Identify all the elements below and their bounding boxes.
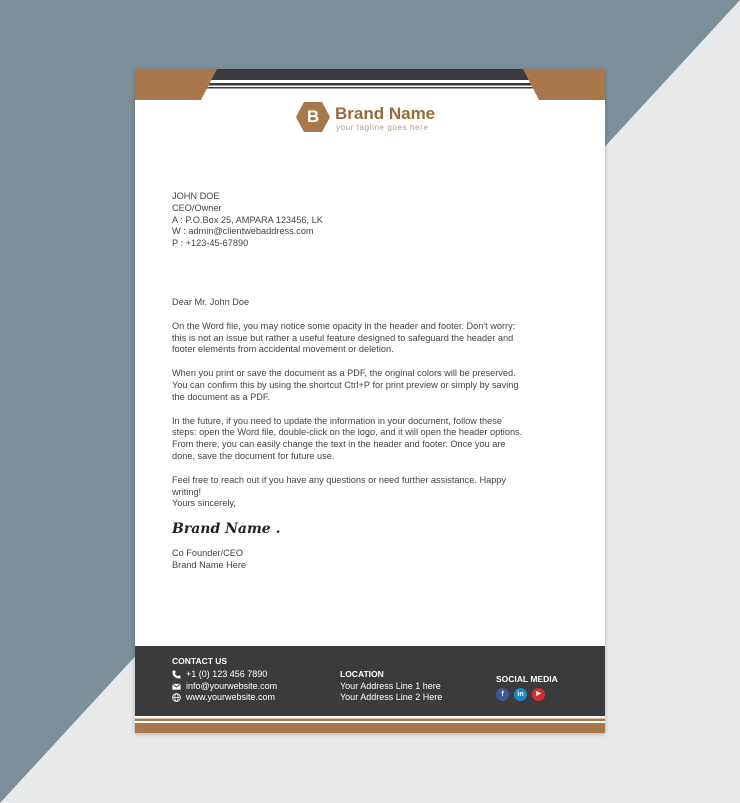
brand-name: Brand Name: [335, 104, 436, 123]
header-decoration: [135, 69, 605, 101]
contact-email-row: [172, 681, 277, 693]
contact-website[interactable]: www.yourwebsite.com: [186, 692, 276, 702]
paragraph-line: done, save the document for future use.: [172, 450, 335, 461]
footer-stripes: [135, 716, 605, 733]
linkedin-icon[interactable]: in: [514, 688, 527, 701]
paragraph-line: On the Word file, you may notice some opacity in the header and footer. Don't worry;: [172, 320, 516, 331]
paragraph-line: the document as a PDF.: [172, 391, 271, 402]
paragraph-line: steps: open the Word file, double-click on the logo, and it will open the header options.: [172, 427, 523, 438]
paragraph-line: this is not an issue but rather a useful feature designed to safeguard the header and: [172, 332, 514, 343]
signer-title: Co Founder/CEO: [172, 547, 243, 558]
contact-website-row: [172, 692, 277, 704]
recipient-title: CEO/Owner: [172, 202, 222, 213]
signature: Brand Name .: [172, 521, 281, 538]
contact-title: CONTACT US: [172, 656, 228, 666]
facebook-icon[interactable]: f: [496, 688, 509, 701]
recipient-web: W : admin@clientwebaddress.com: [172, 226, 314, 237]
paragraph-3: [172, 416, 552, 463]
contact-email[interactable]: info@yourwebsite.com: [186, 680, 278, 691]
social-title: SOCIAL MEDIA: [496, 674, 558, 684]
globe-icon: [172, 693, 181, 702]
paragraph-line: In the future, if you need to update the information in your document, follow these: [172, 415, 502, 426]
recipient-address: A : P.O.Box 25, AMPARA 123456, LK: [172, 214, 323, 225]
recipient-name: JOHN DOE: [172, 191, 220, 201]
paragraph-line: Feel free to reach out if you have any questions or need further assistance. Happy: [172, 474, 507, 485]
youtube-icon[interactable]: ▶: [532, 688, 545, 701]
greeting: Dear Mr. John Doe: [172, 296, 250, 307]
contact-phone-row: [172, 669, 277, 681]
closing: Yours sincerely,: [172, 498, 236, 509]
footer: [135, 646, 605, 716]
paragraph-line: writing!: [172, 486, 202, 497]
phone-icon: [172, 670, 181, 679]
letter-body: [172, 191, 552, 572]
paragraph-line: When you print or save the document as a PDF, the original colors will be preserved.: [172, 368, 516, 379]
brand-tagline: your tagline goes here: [336, 123, 429, 132]
social-block: [496, 674, 558, 701]
recipient-phone: P : +123-45-67890: [172, 238, 249, 249]
social-icons: [496, 688, 558, 701]
brand-logo: [296, 102, 496, 134]
letterhead-page: [135, 69, 605, 733]
logo-letter: B: [306, 107, 320, 126]
paragraph-line: footer elements from accidental movement or deletion.: [172, 344, 394, 355]
recipient-block: [172, 191, 552, 250]
contact-phone[interactable]: +1 (0) 123 456 7890: [186, 669, 268, 679]
signer-company: Brand Name Here: [172, 559, 247, 570]
email-icon: [172, 682, 181, 691]
location-title: LOCATION: [340, 669, 384, 679]
address-line-1: Your Address Line 1 here: [340, 681, 441, 691]
paragraph-line: From there, you can easily change the text in the header and footer. Once you are: [172, 439, 506, 450]
address-line-2: Your Address Line 2 Here: [340, 692, 443, 702]
paragraph-4: [172, 475, 552, 499]
paragraph-2: [172, 368, 552, 403]
contact-block: [172, 656, 277, 704]
paragraph-line: You can confirm this by using the shortcut Ctrl+P for print preview or simply by saving: [172, 379, 519, 390]
location-block: [340, 669, 442, 703]
paragraph-1: [172, 321, 552, 356]
